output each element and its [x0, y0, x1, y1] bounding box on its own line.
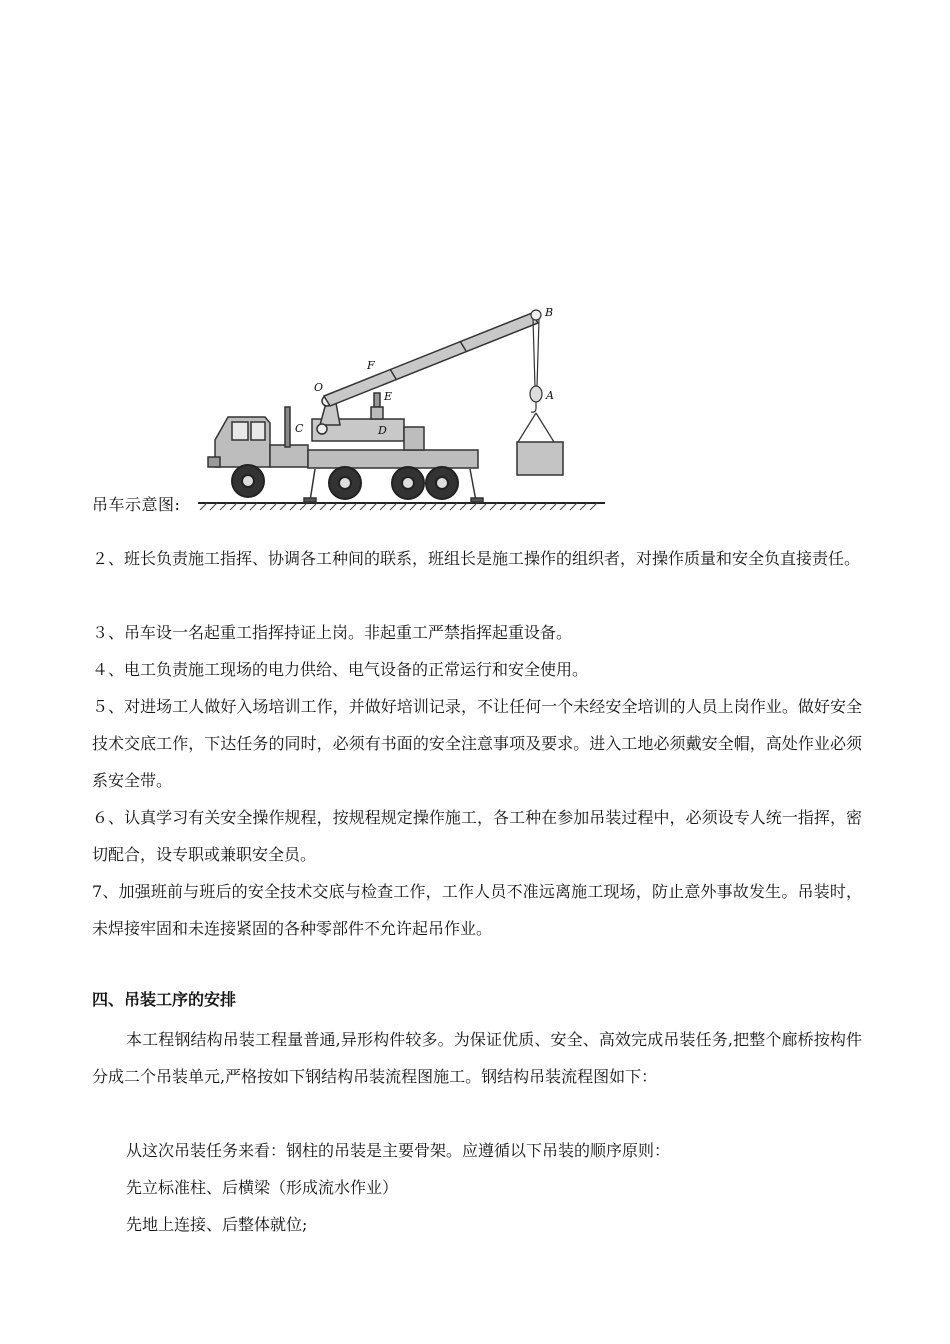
- label-a: A: [546, 389, 554, 402]
- crane-diagram: [90, 295, 610, 520]
- label-d: D: [378, 424, 387, 437]
- section-heading: 四、吊装工序的安排: [92, 990, 237, 1009]
- load-box: [517, 442, 563, 475]
- ground-line: [198, 503, 605, 510]
- crane-boom: [317, 313, 538, 434]
- paragraph-7: 7、加强班前与班后的安全技术交底与检查工作，工作人员不准远离施工现场，防止意外事故发生。吊装时，未焊接牢固和未连接紧固的各种零部件不允许起吊作业。: [92, 882, 862, 938]
- section-rule-2: 先地上连接、后整体就位;: [126, 1215, 308, 1234]
- truck-cab: [208, 407, 308, 467]
- paragraph-2: ２、班长负责施工指挥、协调各工种间的联系，班组长是施工操作的组织者，对操作质量和安全负直接责任。: [92, 549, 861, 568]
- paragraph-4: ４、电工负责施工现场的电力供给、电气设备的正常运行和安全使用。: [92, 660, 589, 679]
- figure-caption: 吊车示意图:: [92, 495, 181, 514]
- label-e: E: [384, 390, 393, 403]
- paragraph-6: ６、认真学习有关安全操作规程，按规程规定操作施工，各工种在参加吊装过程中，必须设专人统一指挥，密切配合，设专职或兼职安全员。: [92, 808, 862, 864]
- section-principle: 从这次吊装任务来看：钢柱的吊装是主要骨架。应遵循以下吊装的顺序原则：: [126, 1141, 671, 1160]
- truck-wheels: [232, 465, 458, 499]
- paragraph-3: ３、吊车设一名起重工指挥持证上岗。非起重工严禁指挥起重设备。: [92, 623, 573, 642]
- hoist-cable: [518, 310, 554, 442]
- section-rule-1: 先立标准柱、后横梁（形成流水作业）: [126, 1178, 399, 1197]
- label-f: F: [367, 359, 375, 372]
- section-intro: 本工程钢结构吊装工程量普通,异形构件较多。为保证优质、安全、高效完成吊装任务,把整个廊桥按构件分成二个吊装单元,严格按如下钢结构吊装流程图施工。钢结构吊装流程图如下：: [92, 1030, 862, 1086]
- label-b: B: [545, 306, 554, 319]
- paragraph-5: ５、对进场工人做好入场培训工作，并做好培训记录，不让任何一个未经安全培训的人员上岗作业。做好安全技术交底工作，下达任务的同时，必须有书面的安全注意事项及要求。进入工地必须戴安全帽，高处作业必须系安全带。: [92, 697, 862, 790]
- label-c: C: [295, 422, 304, 435]
- label-o: O: [314, 381, 324, 394]
